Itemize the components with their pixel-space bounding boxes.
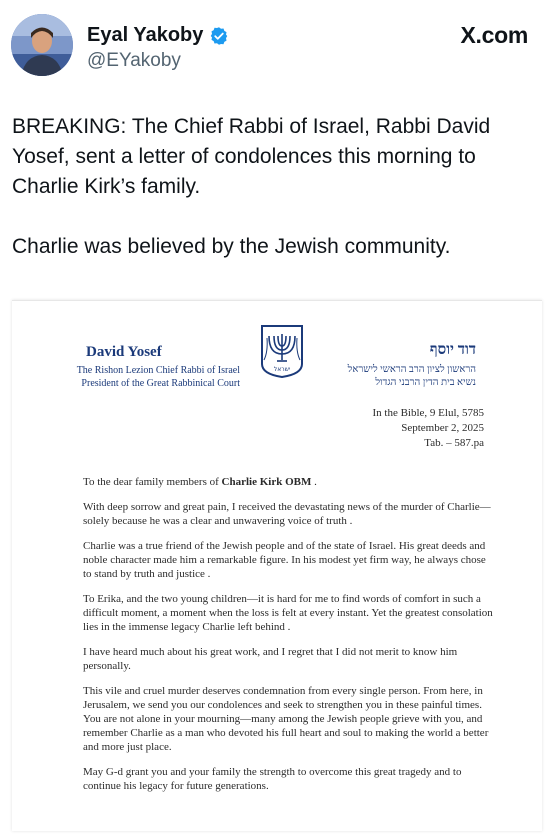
salutation-end: . — [311, 476, 317, 488]
emblem-text: ישראל — [273, 366, 291, 373]
letterhead-title-line: נשיא בית הדין הרבני הגדול — [375, 377, 476, 388]
display-name[interactable] — [87, 24, 229, 47]
letter-salutation — [83, 475, 493, 489]
verified-badge-icon — [209, 26, 229, 46]
letter-body — [83, 475, 493, 804]
tweet-paragraph: Charlie was believed by the Jewish community. — [12, 235, 451, 258]
letter-paragraph: This vile and cruel murder deserves condemnation from every single person. From here, in Jerusalem, we send you our condolences and seek to strengthen you in these painful times. You are not alone in your mourning—many among the Jewish people grieve with you, and remember Charlie as a man who devoted his full heart and soul to making the world a better and more just place. — [83, 685, 489, 753]
letter-paragraph: With deep sorrow and great pain, I received the devastating news of the murder of Charlie—solely because he was a clear and unwavering voice of truth . — [83, 501, 491, 527]
letter-image[interactable] — [12, 300, 542, 831]
site-watermark: X.com — [460, 22, 528, 48]
salutation-name: Charlie Kirk OBM — [221, 476, 312, 488]
letterhead-title-line: President of the Great Rabbinical Court — [81, 378, 240, 389]
letterhead-name-he: דוד יוסף — [429, 342, 476, 358]
letterhead-name-en: David Yosef — [86, 344, 162, 360]
salutation-text: To the dear family members of — [83, 476, 222, 488]
letter-paragraph: I have heard much about his great work, and I regret that I did not merit to know him personally. — [83, 646, 458, 672]
letterhead-title-en — [77, 364, 240, 390]
letterhead-title-line: הראשון לציון הרב הראשי לישראל — [347, 364, 476, 375]
letter-paragraph: To Erika, and the two young children—it is hard for me to find words of comfort in such a difficult moment, a moment when the loss is felt at every instant. Yet the greatest consolation lies in the immense legacy Charlie left behind . — [83, 593, 493, 633]
letter-paragraph: May G-d grant you and your family the strength to overcome this great tragedy and to continue his legacy for future generations. — [83, 766, 462, 792]
user-handle[interactable]: @EYakoby — [87, 50, 181, 71]
avatar[interactable] — [11, 14, 73, 76]
letterhead-title-he — [348, 363, 476, 389]
tweet-paragraph: BREAKING: The Chief Rabbi of Israel, Rabbi David Yosef, sent a letter of condolences this morning to Charlie Kirk’s family. — [12, 115, 491, 198]
date-line: In the Bible, 9 Elul, 5785 — [372, 407, 484, 419]
date-line: Tab. – 587.pa — [424, 437, 484, 449]
letterhead-title-line: The Rishon Lezion Chief Rabbi of Israel — [76, 365, 240, 376]
tweet-text — [12, 112, 544, 262]
menorah-emblem-icon — [258, 324, 306, 378]
letter-paragraph: Charlie was a true friend of the Jewish people and of the state of Israel. His great deeds and noble character made him a remarkable figure. In his modest yet firm way, he always chose to stand by truth and justice . — [83, 540, 486, 580]
display-name-text: Eyal Yakoby — [87, 24, 204, 46]
letter-date — [372, 406, 484, 451]
date-line: September 2, 2025 — [401, 422, 484, 434]
